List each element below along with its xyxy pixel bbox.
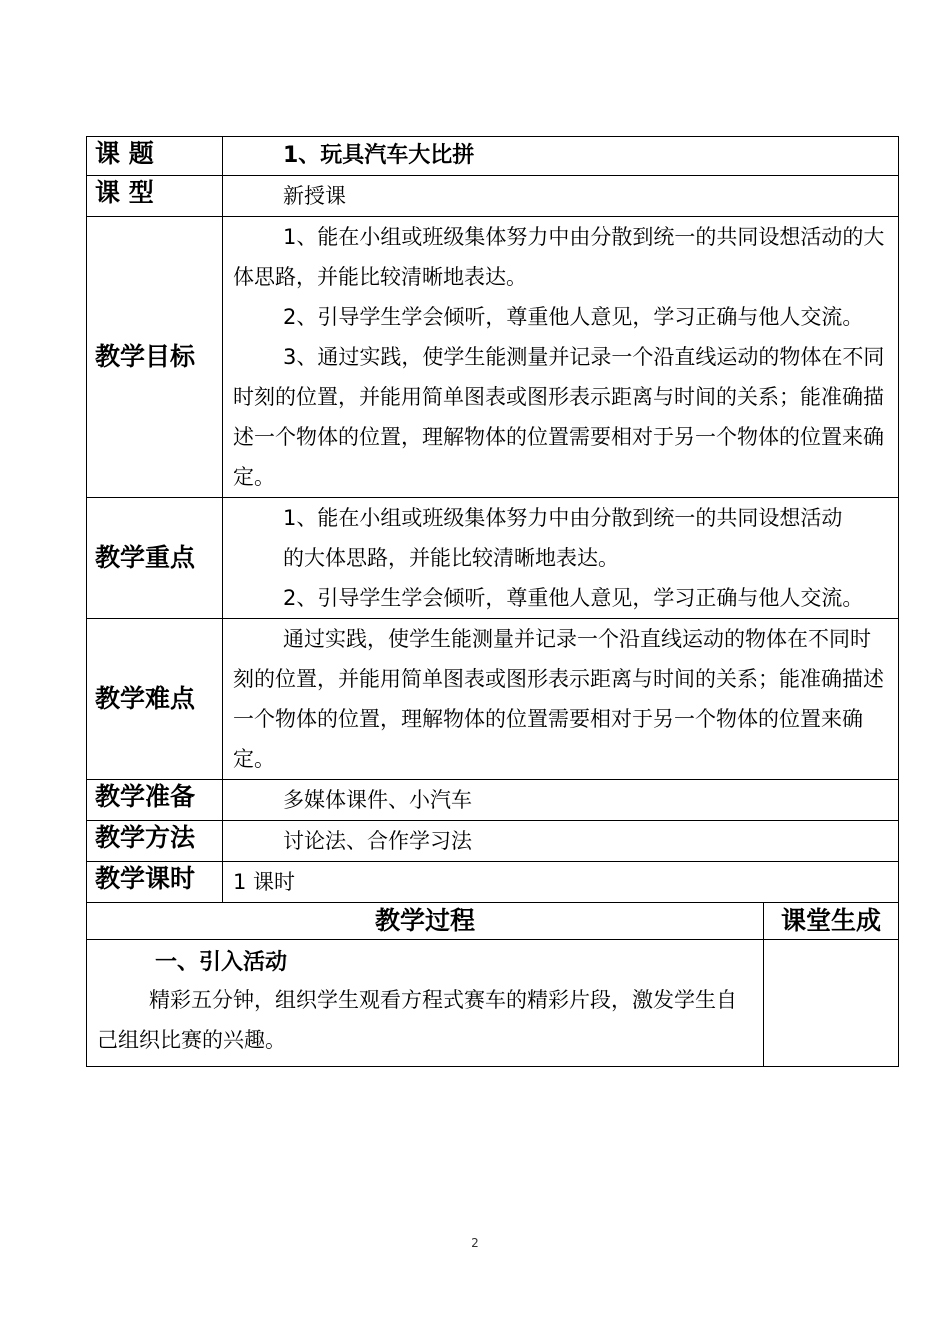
label-key-points: 教学重点: [87, 498, 223, 619]
goal-item-1: 1、能在小组或班级集体努力中由分散到统一的共同设想活动的大体思路，并能比较清晰地表达。: [233, 225, 885, 289]
key-point-line-3: 2、引导学生学会倾听，尊重他人意见，学习正确与他人交流。: [283, 586, 864, 610]
row-key-points: [87, 498, 899, 619]
section-1-title: 一、引入活动: [155, 950, 288, 975]
value-goals: [223, 217, 899, 498]
key-point-line-2: 的大体思路，并能比较清晰地表达。: [283, 546, 619, 570]
lesson-plan-table: [86, 136, 899, 1067]
row-process-header: [87, 903, 899, 940]
label-method: 教学方法: [87, 821, 223, 862]
row-goals: [87, 217, 899, 498]
goal-item-3: 3、通过实践，使学生能测量并记录一个沿直线运动的物体在不同时刻的位置，并能用简单图表或图形表示距离与时间的关系；能准确描述一个物体的位置，理解物体的位置需要相对于另一个物体的位置来确定。: [233, 345, 885, 489]
row-preparation: [87, 780, 899, 821]
value-preparation: 多媒体课件、小汽车: [223, 780, 899, 821]
row-type: [87, 176, 899, 217]
label-preparation: 教学准备: [87, 780, 223, 821]
difficulty-text: 通过实践，使学生能测量并记录一个沿直线运动的物体在不同时刻的位置，并能用简单图表或图形表示距离与时间的关系；能准确描述一个物体的位置，理解物体的位置需要相对于另一个物体的位置来确定。: [233, 627, 884, 771]
generation-cell-1: [764, 940, 899, 1067]
value-difficulties: [223, 619, 899, 780]
value-method: 讨论法、合作学习法: [223, 821, 899, 862]
row-hours: [87, 862, 899, 903]
label-hours: 教学课时: [87, 862, 223, 903]
row-method: [87, 821, 899, 862]
process-header: 教学过程: [87, 903, 764, 940]
label-goals: 教学目标: [87, 217, 223, 498]
value-topic: 1、玩具汽车大比拼: [223, 137, 899, 176]
value-key-points: [223, 498, 899, 619]
label-difficulties: 教学难点: [87, 619, 223, 780]
page-number: 2: [471, 1236, 479, 1250]
key-point-line-1: 1、能在小组或班级集体努力中由分散到统一的共同设想活动: [283, 506, 843, 530]
label-topic: 课 题: [87, 137, 223, 176]
process-section-1: [87, 940, 764, 1067]
label-type: 课 型: [87, 176, 223, 217]
row-difficulties: [87, 619, 899, 780]
generation-header: 课堂生成: [764, 903, 899, 940]
row-topic: [87, 137, 899, 176]
value-hours: 1 课时: [223, 862, 899, 903]
section-1-text: 精彩五分钟，组织学生观看方程式赛车的精彩片段，激发学生自己组织比赛的兴趣。: [97, 988, 737, 1052]
goal-item-2: 2、引导学生学会倾听，尊重他人意见，学习正确与他人交流。: [283, 305, 864, 329]
value-type: 新授课: [223, 176, 899, 217]
row-process-section-1: [87, 940, 899, 1067]
